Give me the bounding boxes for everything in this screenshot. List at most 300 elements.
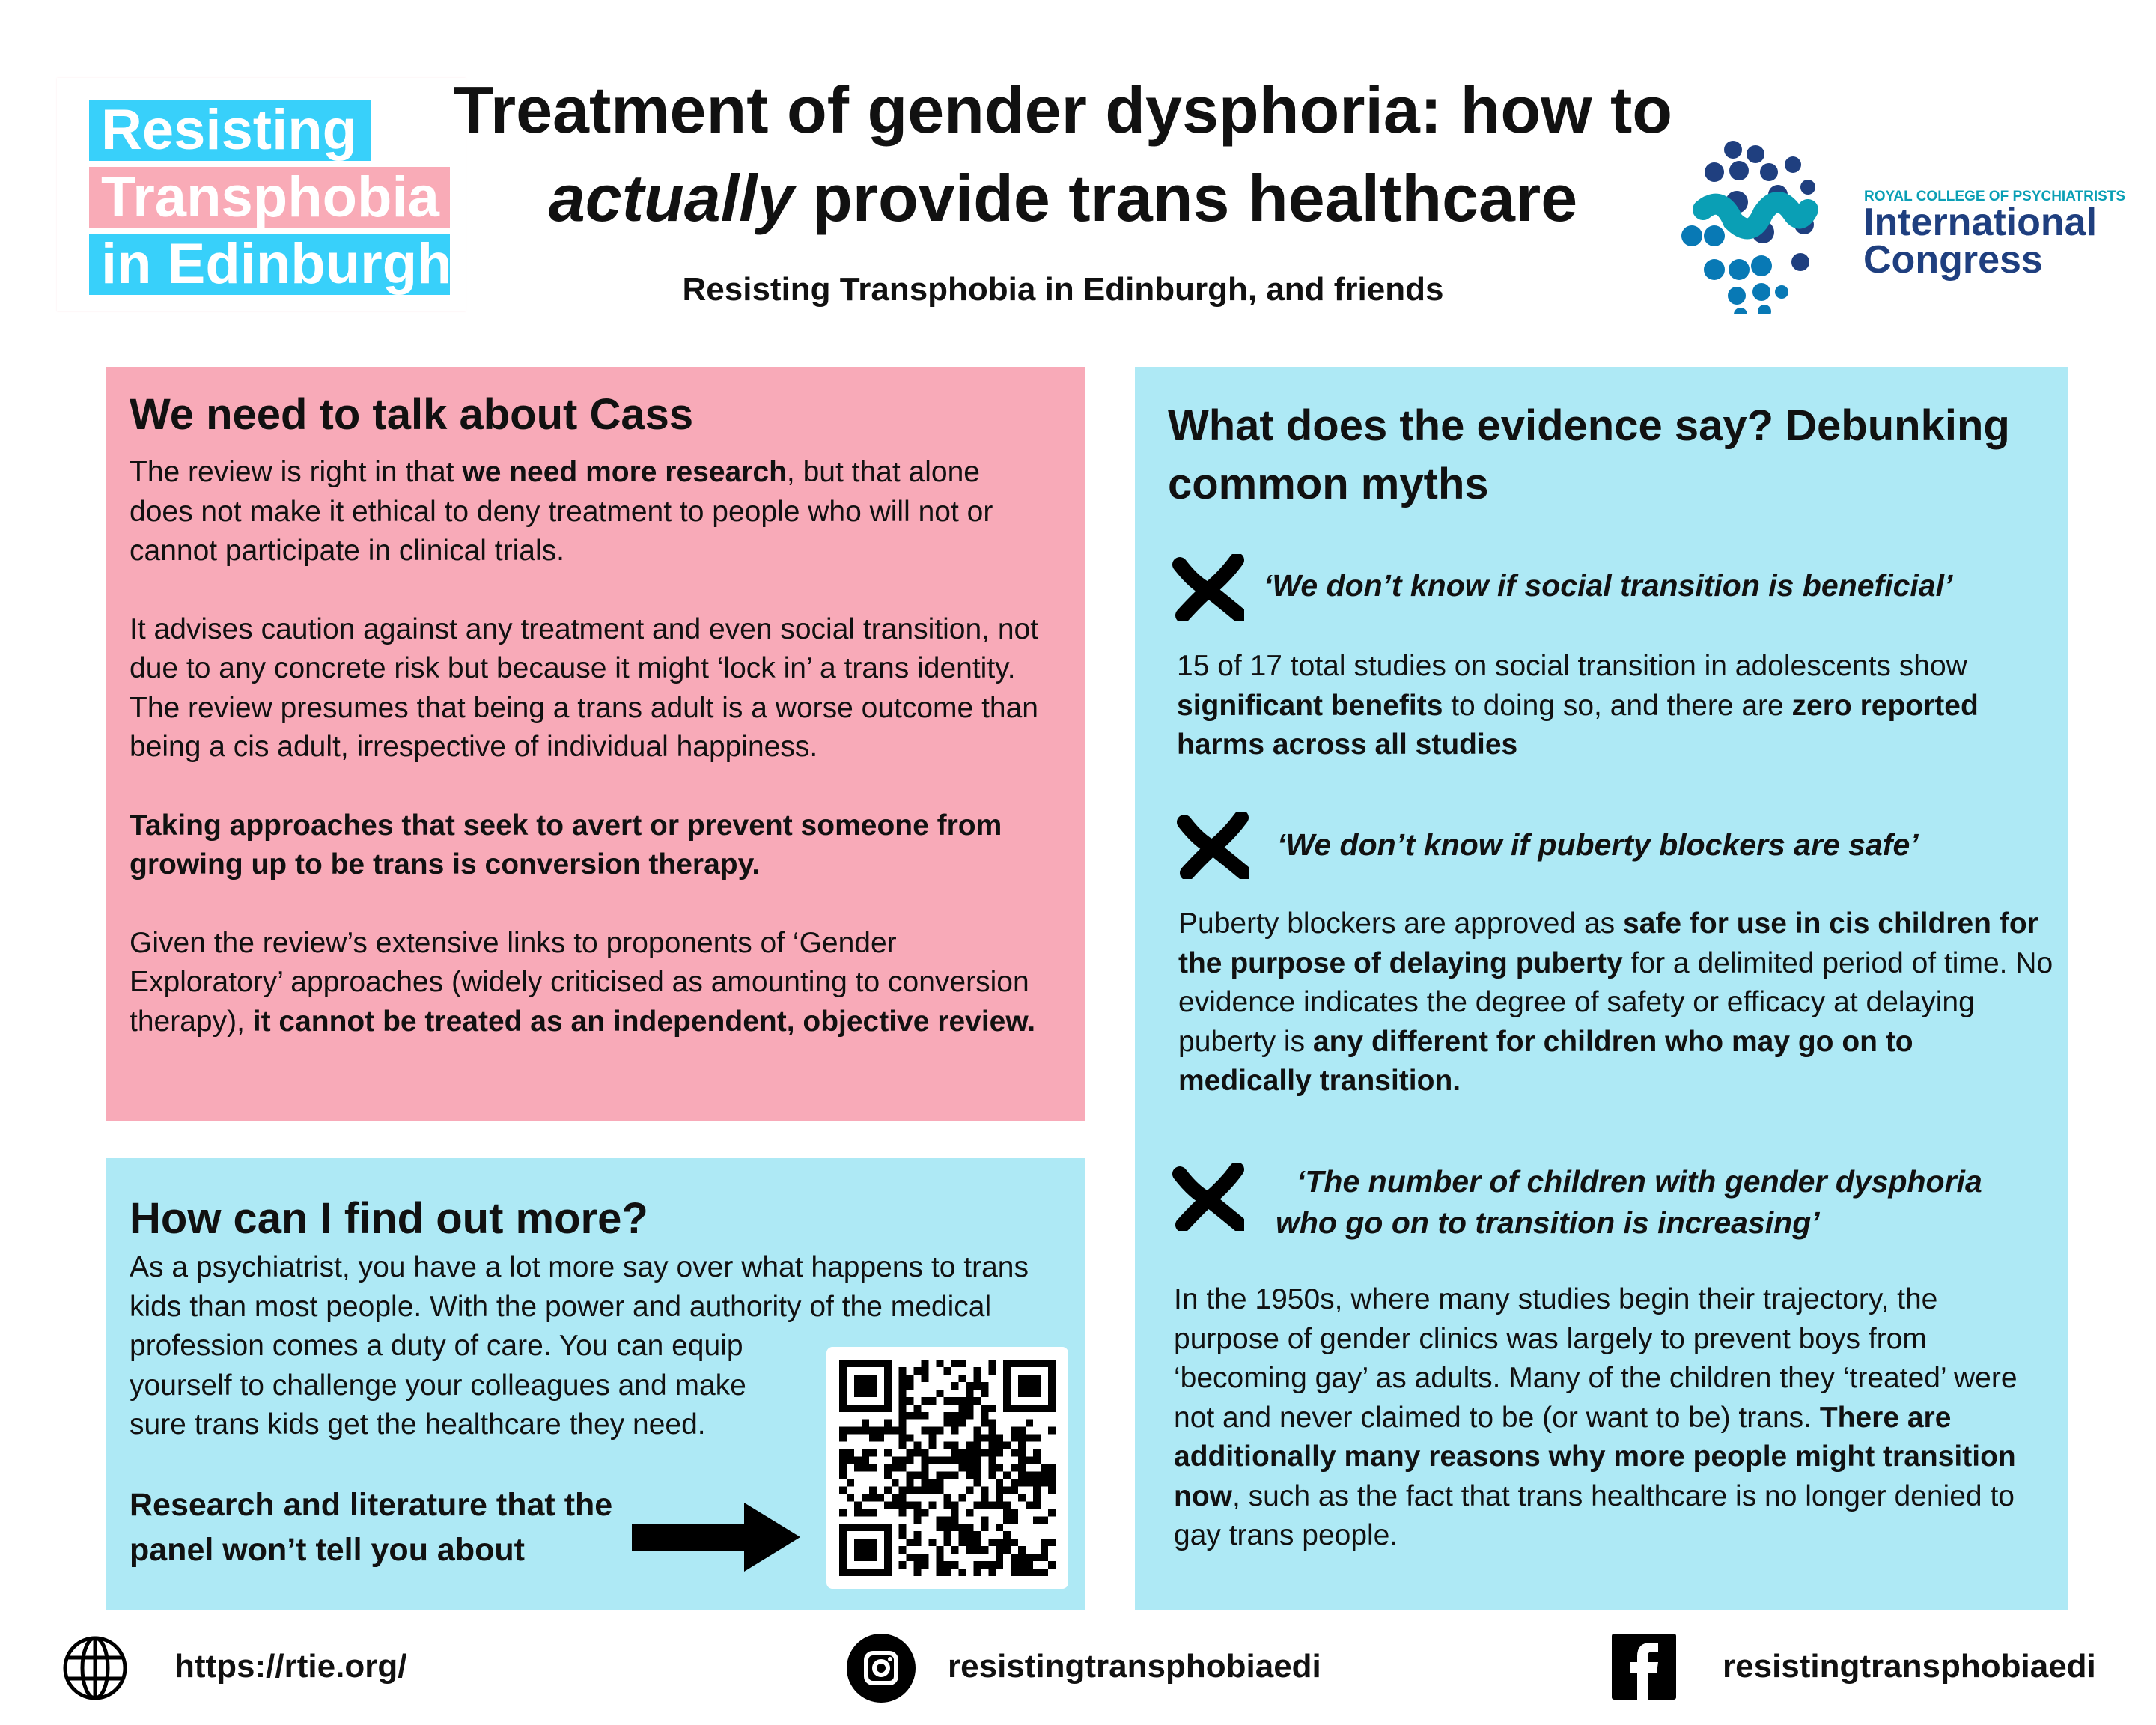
- qr-module: [1048, 1397, 1056, 1405]
- instagram-icon[interactable]: [847, 1634, 916, 1703]
- qr-module: [929, 1486, 937, 1494]
- find-out-more-heading: How can I find out more?: [130, 1194, 648, 1243]
- qr-module: [958, 1397, 966, 1405]
- myth-2-quote: ‘We don’t know if puberty blockers are safe’: [1277, 827, 1919, 862]
- qr-module: [922, 1464, 929, 1472]
- qr-module: [877, 1524, 884, 1531]
- qr-module: [839, 1427, 847, 1435]
- qr-module: [914, 1367, 922, 1375]
- qr-module: [958, 1524, 966, 1531]
- qr-module: [1033, 1449, 1041, 1457]
- qr-module: [869, 1554, 877, 1561]
- qr-module: [1003, 1390, 1011, 1397]
- qr-module: [862, 1390, 869, 1397]
- qr-module: [1018, 1405, 1026, 1412]
- qr-module: [869, 1494, 877, 1501]
- qr-module: [1041, 1516, 1048, 1524]
- qr-module: [899, 1397, 907, 1405]
- qr-module: [1018, 1494, 1026, 1501]
- website-link[interactable]: https://rtie.org/: [174, 1648, 407, 1685]
- qr-module: [944, 1412, 951, 1420]
- qr-module: [854, 1539, 862, 1546]
- qr-module: [869, 1382, 877, 1390]
- qr-module: [899, 1382, 907, 1390]
- qr-module: [839, 1471, 847, 1479]
- qr-module: [1033, 1390, 1041, 1397]
- qr-module: [1003, 1360, 1011, 1367]
- text: , such as the fact that trans healthcare is no longer denied to gay trans people.: [1174, 1479, 2015, 1551]
- qr-module: [884, 1397, 892, 1405]
- qr-module: [1048, 1509, 1056, 1516]
- qr-module: [862, 1539, 869, 1546]
- qr-module: [839, 1397, 847, 1405]
- qr-module: [1048, 1382, 1056, 1390]
- qr-module: [869, 1390, 877, 1397]
- qr-module: [1026, 1479, 1033, 1486]
- qr-module: [854, 1405, 862, 1412]
- qr-module: [988, 1501, 996, 1509]
- qr-module: [951, 1360, 958, 1367]
- qr-module: [929, 1397, 937, 1405]
- text: Given the review’s extensive links to proponents of ‘Gender Exploratory’ approaches (widely criticised as amounting to conversion therapy),: [130, 926, 1029, 1038]
- qr-module: [899, 1509, 907, 1516]
- qr-module: [862, 1524, 869, 1531]
- qr-module: [907, 1412, 914, 1420]
- qr-module: [1033, 1360, 1041, 1367]
- qr-module: [854, 1375, 862, 1382]
- qr-module: [951, 1501, 958, 1509]
- qr-module: [973, 1546, 981, 1554]
- qr-module: [1026, 1569, 1033, 1576]
- qr-module: [899, 1501, 907, 1509]
- evidence-heading: What does the evidence say? Debunking common myths: [1168, 401, 2010, 508]
- qr-module: [973, 1382, 981, 1390]
- qr-module: [944, 1501, 951, 1509]
- qr-module: [981, 1412, 988, 1420]
- qr-module: [839, 1524, 847, 1531]
- qr-module: [922, 1471, 929, 1479]
- qr-module: [1033, 1405, 1041, 1412]
- qr-module: [854, 1546, 862, 1554]
- qr-module: [907, 1554, 914, 1561]
- qr-module: [1041, 1479, 1048, 1486]
- qr-module: [1003, 1486, 1011, 1494]
- qr-module: [907, 1375, 914, 1382]
- qr-module: [892, 1479, 899, 1486]
- qr-module: [914, 1471, 922, 1479]
- qr-module: [839, 1375, 847, 1382]
- qr-module: [854, 1524, 862, 1531]
- qr-module: [1011, 1464, 1018, 1472]
- qr-module: [1041, 1405, 1048, 1412]
- qr-module: [973, 1375, 981, 1382]
- qr-module: [988, 1360, 996, 1367]
- qr-module: [973, 1531, 981, 1539]
- qr-module: [973, 1464, 981, 1472]
- qr-module: [929, 1442, 937, 1449]
- title-line-2-rest: provide trans healthcare: [794, 161, 1578, 235]
- qr-module: [981, 1516, 988, 1524]
- qr-module: [839, 1464, 847, 1472]
- rcpsych-org-name: ROYAL COLLEGE OF PSYCHIATRISTS: [1864, 189, 2126, 204]
- qr-module: [944, 1516, 951, 1524]
- qr-module: [1003, 1382, 1011, 1390]
- qr-code[interactable]: [826, 1347, 1068, 1589]
- qr-module: [899, 1442, 907, 1449]
- qr-module: [869, 1464, 877, 1472]
- qr-module: [973, 1427, 981, 1435]
- qr-module: [1018, 1569, 1026, 1576]
- qr-module: [884, 1471, 892, 1479]
- qr-module: [899, 1420, 907, 1427]
- qr-module: [1018, 1442, 1026, 1449]
- qr-module: [847, 1569, 854, 1576]
- qr-module: [839, 1569, 847, 1576]
- text-bold: any different for children who may go on to medically transition.: [1178, 1025, 1913, 1097]
- qr-module: [981, 1405, 988, 1412]
- qr-module: [1018, 1375, 1026, 1382]
- qr-module: [907, 1486, 914, 1494]
- qr-module: [869, 1546, 877, 1554]
- qr-module: [944, 1367, 951, 1375]
- qr-module: [899, 1390, 907, 1397]
- qr-module: [854, 1390, 862, 1397]
- myth-2-body: [1178, 904, 2054, 1101]
- qr-module: [884, 1539, 892, 1546]
- qr-module: [973, 1569, 981, 1576]
- qr-module: [1048, 1360, 1056, 1367]
- qr-module: [907, 1457, 914, 1464]
- qr-module: [922, 1360, 929, 1367]
- qr-module: [937, 1427, 944, 1435]
- qr-module: [914, 1569, 922, 1576]
- qr-module: [958, 1457, 966, 1464]
- qr-module: [981, 1546, 988, 1554]
- qr-module: [1018, 1464, 1026, 1472]
- myth-3-body: [1174, 1280, 2027, 1556]
- cass-heading: We need to talk about Cass: [130, 390, 694, 439]
- qr-module: [944, 1397, 951, 1405]
- qr-module: [1026, 1405, 1033, 1412]
- qr-module: [1018, 1382, 1026, 1390]
- qr-module: [951, 1427, 958, 1435]
- text-bold: it cannot be treated as an independent, objective review.: [252, 1005, 1036, 1038]
- cass-paragraph-4: [130, 924, 1047, 1042]
- qr-module: [877, 1360, 884, 1367]
- qr-module: [862, 1464, 869, 1472]
- qr-module: [884, 1561, 892, 1569]
- globe-icon[interactable]: [62, 1635, 128, 1701]
- qr-module: [996, 1546, 1003, 1554]
- qr-module: [1026, 1561, 1033, 1569]
- qr-module: [1003, 1501, 1011, 1509]
- qr-module: [862, 1382, 869, 1390]
- find-out-more-body: As a psychiatrist, you have a lot more say over what happens to trans kids than most people. With the power and authority of the medical profession comes a duty of care. You can equip yourself to challenge your colleagues and make sure trans kids get the healthcare they need.: [130, 1251, 1029, 1440]
- qr-module: [869, 1486, 877, 1494]
- qr-module: [839, 1554, 847, 1561]
- arrow-right-icon: [632, 1503, 800, 1572]
- qr-module: [1026, 1501, 1033, 1509]
- qr-module: [981, 1449, 988, 1457]
- qr-module: [922, 1375, 929, 1382]
- qr-module: [922, 1449, 929, 1457]
- qr-module: [996, 1494, 1003, 1501]
- qr-module: [1018, 1471, 1026, 1479]
- qr-module: [988, 1449, 996, 1457]
- qr-module: [929, 1501, 937, 1509]
- qr-module: [1011, 1539, 1018, 1546]
- qr-module: [1011, 1427, 1018, 1435]
- qr-module: [877, 1427, 884, 1435]
- qr-module: [884, 1569, 892, 1576]
- qr-module: [869, 1509, 877, 1516]
- qr-module: [958, 1360, 966, 1367]
- qr-module: [862, 1360, 869, 1367]
- qr-module: [966, 1405, 973, 1412]
- qr-module: [899, 1412, 907, 1420]
- qr-module: [951, 1546, 958, 1554]
- qr-module: [839, 1531, 847, 1539]
- qr-module: [973, 1442, 981, 1449]
- qr-module: [1018, 1457, 1026, 1464]
- qr-module: [884, 1486, 892, 1494]
- qr-module: [966, 1412, 973, 1420]
- qr-module: [973, 1449, 981, 1457]
- qr-module: [899, 1464, 907, 1472]
- find-out-more-panel: [106, 1158, 1085, 1610]
- qr-module: [899, 1427, 907, 1435]
- qr-module: [966, 1546, 973, 1554]
- instagram-handle[interactable]: resistingtransphobiaedi: [948, 1648, 1321, 1685]
- qr-module: [973, 1435, 981, 1442]
- rcpsych-logo: [1681, 135, 2156, 322]
- qr-module: [884, 1501, 892, 1509]
- qr-module: [839, 1367, 847, 1375]
- qr-module: [988, 1539, 996, 1546]
- qr-module: [944, 1420, 951, 1427]
- qr-module: [951, 1420, 958, 1427]
- cass-paragraph-1: [130, 453, 1047, 571]
- qr-module: [944, 1442, 951, 1449]
- qr-module: [1011, 1561, 1018, 1569]
- qr-module: [1011, 1516, 1018, 1524]
- qr-module: [899, 1367, 907, 1375]
- qr-module: [884, 1554, 892, 1561]
- qr-module: [1041, 1539, 1048, 1546]
- qr-module: [914, 1442, 922, 1449]
- qr-module: [877, 1494, 884, 1501]
- qr-module: [862, 1546, 869, 1554]
- qr-module: [1048, 1464, 1056, 1472]
- facebook-icon[interactable]: [1612, 1634, 1676, 1700]
- qr-module: [937, 1471, 944, 1479]
- qr-module: [1041, 1569, 1048, 1576]
- qr-module: [847, 1479, 854, 1486]
- qr-module: [914, 1412, 922, 1420]
- text-bold: safe for use in cis children for the purpose of delaying puberty: [1178, 907, 2038, 979]
- qr-module: [996, 1501, 1003, 1509]
- qr-module: [839, 1382, 847, 1390]
- qr-module: [996, 1479, 1003, 1486]
- qr-module: [1003, 1509, 1011, 1516]
- text: for a delimited period of time. No evidence indicates the degree of safety or efficacy at delaying puberty is: [1178, 946, 2053, 1058]
- qr-module: [1041, 1360, 1048, 1367]
- qr-module: [862, 1427, 869, 1435]
- qr-module: [839, 1457, 847, 1464]
- qr-module: [966, 1397, 973, 1405]
- qr-module: [1033, 1457, 1041, 1464]
- qr-module: [899, 1494, 907, 1501]
- facebook-handle[interactable]: resistingtransphobiaedi: [1723, 1648, 2096, 1685]
- qr-module: [892, 1501, 899, 1509]
- qr-module: [1003, 1471, 1011, 1479]
- qr-module: [996, 1486, 1003, 1494]
- qr-module: [854, 1509, 862, 1516]
- qr-module: [1033, 1494, 1041, 1501]
- text: Puberty blockers are approved as: [1178, 907, 1623, 940]
- qr-module: [1033, 1501, 1041, 1509]
- qr-module: [988, 1405, 996, 1412]
- qr-module: [862, 1375, 869, 1382]
- qr-module: [899, 1531, 907, 1539]
- qr-module: [907, 1539, 914, 1546]
- qr-module: [958, 1569, 966, 1576]
- qr-module: [958, 1375, 966, 1382]
- qr-module: [988, 1435, 996, 1442]
- qr-module: [922, 1486, 929, 1494]
- title-emphasis: actually: [548, 161, 794, 235]
- qr-module: [937, 1457, 944, 1464]
- qr-module: [973, 1457, 981, 1464]
- qr-module: [839, 1561, 847, 1569]
- qr-module: [1026, 1420, 1033, 1427]
- qr-module: [914, 1486, 922, 1494]
- qr-module: [884, 1420, 892, 1427]
- qr-module: [937, 1360, 944, 1367]
- text-bold: zero reported harms across all studies: [1177, 689, 1979, 761]
- qr-module: [907, 1449, 914, 1457]
- qr-module: [884, 1464, 892, 1472]
- qr-module: [884, 1524, 892, 1531]
- qr-module: [862, 1509, 869, 1516]
- qr-module: [1011, 1449, 1018, 1457]
- qr-module: [988, 1471, 996, 1479]
- evidence-panel: [1135, 367, 2068, 1610]
- qr-module: [996, 1524, 1003, 1531]
- qr-module: [884, 1375, 892, 1382]
- qr-module: [907, 1479, 914, 1486]
- qr-module: [944, 1457, 951, 1464]
- qr-module: [877, 1569, 884, 1576]
- qr-module: [973, 1397, 981, 1405]
- cross-icon: [1177, 812, 1249, 879]
- qr-module: [981, 1494, 988, 1501]
- qr-module: [922, 1561, 929, 1569]
- qr-module: [937, 1524, 944, 1531]
- qr-module: [847, 1457, 854, 1464]
- qr-module: [914, 1561, 922, 1569]
- qr-module: [958, 1539, 966, 1546]
- qr-module: [951, 1397, 958, 1405]
- qr-module: [1026, 1554, 1033, 1561]
- qr-module: [922, 1479, 929, 1486]
- qr-module: [951, 1516, 958, 1524]
- qr-module: [899, 1524, 907, 1531]
- qr-module: [1033, 1479, 1041, 1486]
- cross-icon: [1172, 554, 1244, 621]
- qr-module: [958, 1494, 966, 1501]
- qr-module: [951, 1382, 958, 1390]
- qr-module: [1026, 1457, 1033, 1464]
- qr-module: [929, 1435, 937, 1442]
- qr-module: [884, 1382, 892, 1390]
- qr-module: [937, 1390, 944, 1397]
- qr-module: [1048, 1375, 1056, 1382]
- qr-module: [929, 1457, 937, 1464]
- qr-module: [869, 1569, 877, 1576]
- qr-module: [937, 1561, 944, 1569]
- qr-module: [862, 1405, 869, 1412]
- qr-module: [988, 1420, 996, 1427]
- title-line-2: [389, 154, 1737, 243]
- qr-module: [892, 1427, 899, 1435]
- qr-module: [847, 1449, 854, 1457]
- qr-module: [1018, 1390, 1026, 1397]
- qr-module: [862, 1420, 869, 1427]
- qr-module: [899, 1457, 907, 1464]
- qr-module: [869, 1539, 877, 1546]
- qr-module: [988, 1561, 996, 1569]
- page-title: [389, 66, 1737, 243]
- qr-module: [966, 1382, 973, 1390]
- research-cta: Research and literature that the panel won’t tell you about: [130, 1487, 613, 1568]
- qr-module: [892, 1464, 899, 1472]
- qr-module: [1011, 1569, 1018, 1576]
- qr-module: [966, 1471, 973, 1479]
- qr-module: [958, 1464, 966, 1472]
- qr-module: [996, 1561, 1003, 1569]
- qr-module: [981, 1420, 988, 1427]
- qr-module: [1018, 1360, 1026, 1367]
- qr-module: [869, 1524, 877, 1531]
- qr-module: [922, 1412, 929, 1420]
- qr-module: [1003, 1375, 1011, 1382]
- cass-panel: [106, 367, 1085, 1121]
- qr-module: [981, 1382, 988, 1390]
- qr-module: [1026, 1390, 1033, 1397]
- qr-module: [988, 1442, 996, 1449]
- qr-module: [914, 1539, 922, 1546]
- qr-module: [1033, 1569, 1041, 1576]
- qr-module: [884, 1405, 892, 1412]
- qr-module: [996, 1449, 1003, 1457]
- qr-module: [1041, 1554, 1048, 1561]
- qr-module: [1026, 1435, 1033, 1442]
- qr-module: [847, 1494, 854, 1501]
- qr-module: [929, 1427, 937, 1435]
- qr-module: [914, 1405, 922, 1412]
- logo-line-transphobia: Transphobia: [89, 167, 450, 228]
- qr-module: [1041, 1546, 1048, 1554]
- qr-module: [1048, 1427, 1056, 1435]
- qr-module: [914, 1531, 922, 1539]
- qr-module: [951, 1457, 958, 1464]
- qr-module: [944, 1539, 951, 1546]
- qr-module: [937, 1554, 944, 1561]
- qr-module: [1018, 1479, 1026, 1486]
- text: to doing so, and there are: [1443, 689, 1792, 722]
- qr-module: [1003, 1442, 1011, 1449]
